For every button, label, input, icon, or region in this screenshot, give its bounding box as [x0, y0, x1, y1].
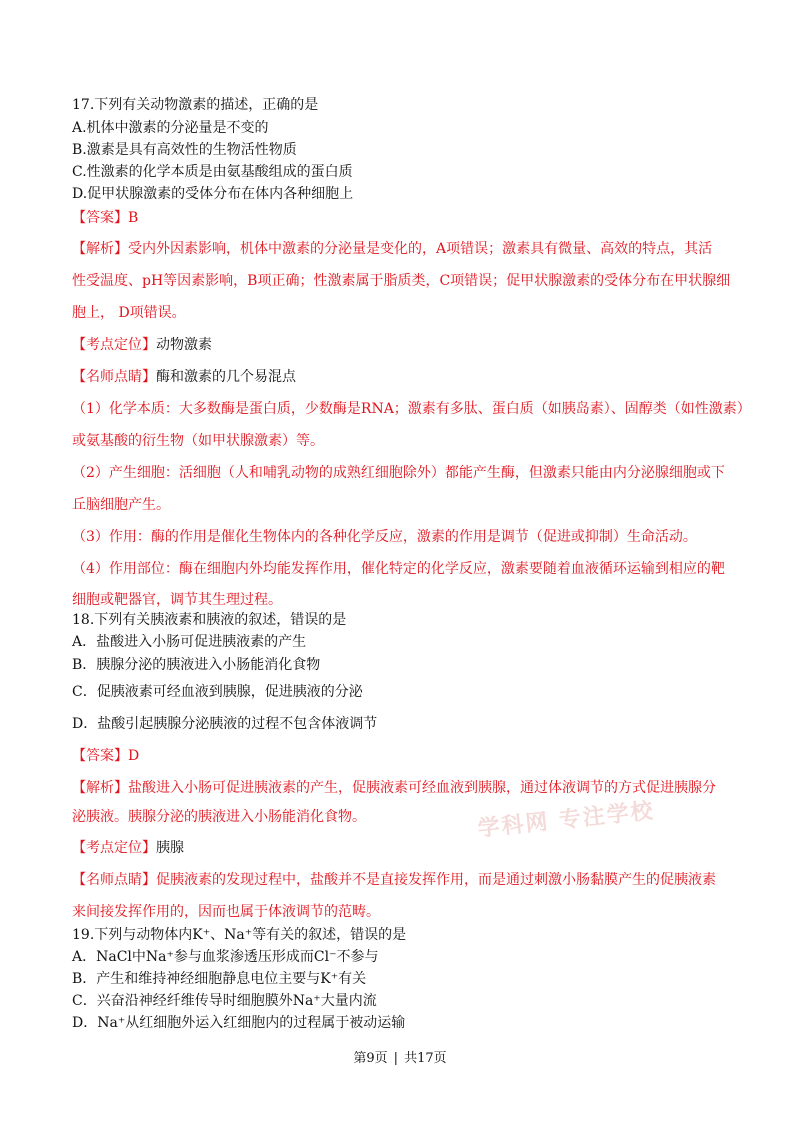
- q17-tips-heading: [72, 368, 296, 386]
- q17-option-d: D.促甲状腺激素的受体分布在体内各种细胞上: [72, 186, 354, 202]
- footer-page-number: 第9页: [353, 1051, 388, 1066]
- footer-separator: |: [393, 1051, 399, 1066]
- q17-stem: 17.下列有关动物激素的描述，正确的是: [72, 97, 319, 113]
- q18-stem: 18.下列有关胰液素和胰液的叙述，错误的是: [72, 612, 347, 628]
- q18-tips-line-1: [72, 871, 716, 889]
- q17-tip-line-4: 丘脑细胞产生。: [72, 497, 170, 513]
- page-footer: [0, 1047, 800, 1066]
- q17-analysis-label: 【解析】: [72, 241, 128, 257]
- q17-analysis-text-1: 受内外因素影响，机体中激素的分泌量是变化的，A项错误；激素具有微量、高效的特点，其活: [128, 241, 713, 257]
- q18-kp-value: 胰腺: [156, 840, 184, 856]
- q17-answer-label: 【答案】: [72, 210, 128, 226]
- q17-tip-line-3: （2）产生细胞：活细胞（人和哺乳动物的成熟红细胞除外）都能产生酶，但激素只能由内分泌腺细胞或下: [72, 465, 725, 481]
- q18-analysis-line-1: [72, 779, 716, 797]
- q18-option-c: C．促胰液素可经血液到胰腺，促进胰液的分泌: [72, 684, 363, 700]
- q17-knowledge-point: [72, 336, 212, 354]
- q17-analysis-line-3: 胞上， D项错误。: [72, 305, 186, 321]
- q17-kp-label: 【考点定位】: [72, 337, 156, 353]
- q17-tip-line-5: （3）作用：酶的作用是催化生物体内的各种化学反应，激素的作用是调节（促进或抑制）生命活动。: [72, 529, 697, 545]
- q19-stem: 19.下列与动物体内K⁺、Na⁺等有关的叙述，错误的是: [72, 927, 407, 943]
- q18-analysis-label: 【解析】: [72, 780, 128, 796]
- q18-tips-line-2: 来间接发挥作用的，因而也属于体液调节的范畴。: [72, 904, 380, 920]
- q17-tip-line-7: 细胞或靶器官，调节其生理过程。: [72, 592, 282, 608]
- q17-kp-value: 动物激素: [156, 337, 212, 353]
- q17-option-b: B.激素是具有高效性的生物活性物质: [72, 142, 297, 158]
- q18-answer: [72, 747, 139, 765]
- q18-knowledge-point: [72, 839, 184, 857]
- q17-option-c: C.性激素的化学本质是由氨基酸组成的蛋白质: [72, 164, 353, 180]
- q17-tip-line-1: （1）化学本质：大多数酶是蛋白质，少数酶是RNA；激素有多肽、蛋白质（如胰岛素）、固醇类（如性激素）: [72, 401, 751, 417]
- q17-option-a: A.机体中激素的分泌量是不变的: [72, 120, 269, 136]
- q17-answer-value: B: [128, 210, 139, 226]
- q17-analysis-line-2: 性受温度、pH等因素影响，B项正确；性激素属于脂质类，C项错误；促甲状腺激素的受体分布在甲状腺细: [72, 273, 731, 289]
- watermark-logo: [476, 788, 710, 862]
- q17-analysis-line-1: [72, 240, 712, 258]
- q18-analysis-line-2: 泌胰液。胰腺分泌的胰液进入小肠能消化食物。: [72, 809, 366, 825]
- q17-answer: [72, 209, 138, 227]
- q19-option-d: D．Na⁺从红细胞外运入红细胞内的过程属于被动运输: [72, 1015, 406, 1031]
- q19-option-a: A．NaCl中Na⁺参与血浆渗透压形成而Cl⁻不参与: [72, 949, 379, 965]
- q18-tips-label: 【名师点睛】: [72, 872, 156, 888]
- q17-tips-label: 【名师点睛】: [72, 369, 156, 385]
- watermark-text: 学科网 专注学校: [476, 798, 656, 842]
- q18-option-d: D．盐酸引起胰腺分泌胰液的过程不包含体液调节: [72, 716, 378, 732]
- q19-option-b: B．产生和维持神经细胞静息电位主要与K⁺有关: [72, 971, 367, 987]
- q18-option-b: B．胰腺分泌的胰液进入小肠能消化食物: [72, 657, 321, 673]
- q17-tip-line-6: （4）作用部位：酶在细胞内外均能发挥作用，催化特定的化学反应，激素要随着血液循环运输到相应的靶: [72, 561, 725, 577]
- q18-analysis-text-1: 盐酸进入小肠可促进胰液素的产生，促胰液素可经血液到胰腺，通过体液调节的方式促进胰腺分: [128, 780, 716, 796]
- q18-kp-label: 【考点定位】: [72, 840, 156, 856]
- footer-total-pages: 共17页: [404, 1051, 447, 1066]
- q18-answer-value: D: [128, 748, 140, 764]
- q17-tip-line-2: 或氨基酸的衍生物（如甲状腺激素）等。: [72, 433, 324, 449]
- q18-answer-label: 【答案】: [72, 748, 128, 764]
- q19-option-c: C．兴奋沿神经纤维传导时细胞膜外Na⁺大量内流: [72, 993, 377, 1009]
- q18-tips-text-1: 促胰液素的发现过程中，盐酸并不是直接发挥作用，而是通过刺激小肠黏膜产生的促胰液素: [156, 872, 716, 888]
- q18-option-a: A．盐酸进入小肠可促进胰液素的产生: [72, 634, 307, 650]
- q17-tips-title: 酶和激素的几个易混点: [156, 369, 296, 385]
